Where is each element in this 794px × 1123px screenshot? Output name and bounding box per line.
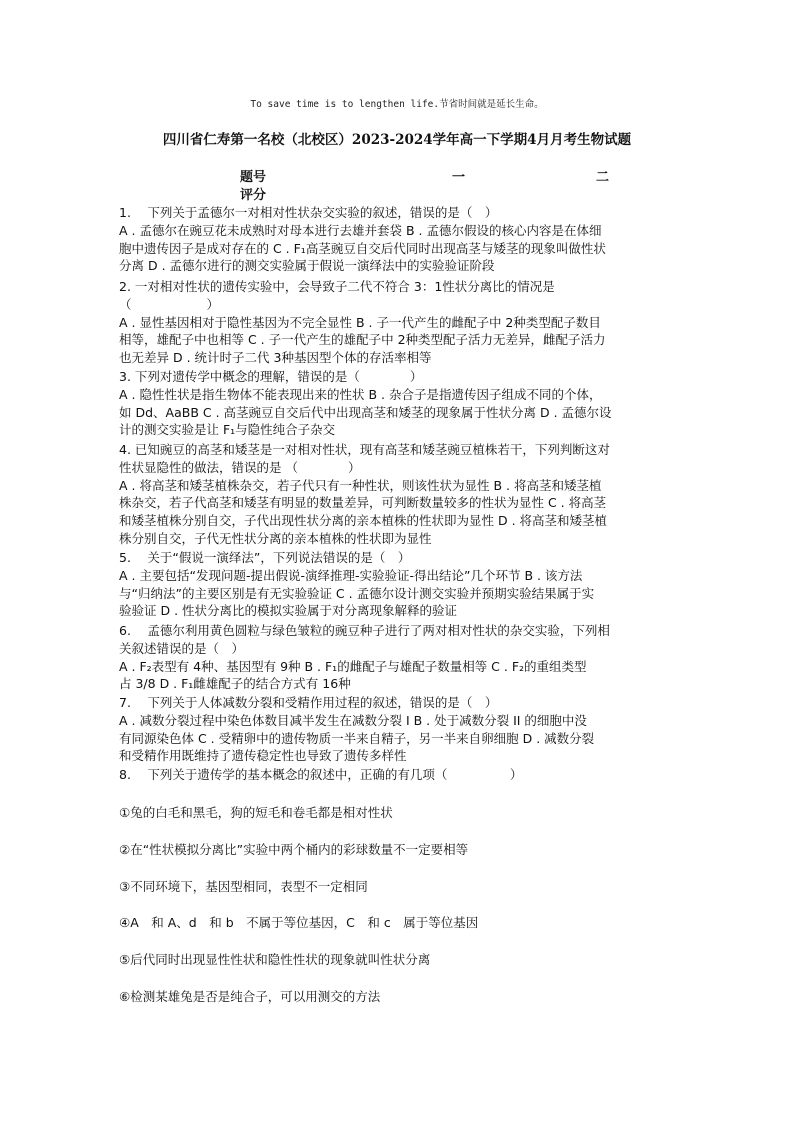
question-line: 也无差异 D . 统计时子二代 3种基因型个体的存活率相等 — [119, 350, 432, 366]
page-title: 四川省仁寿第一名校（北校区）2023-2024学年高一下学期4月月考生物试题 — [162, 132, 632, 148]
question-line: A . 将高茎和矮茎植株杂交，若子代只有一种性状，则该性状为显性 B . 将高茎和矮茎植 — [119, 477, 602, 493]
question-8 — [119, 766, 679, 784]
question-line: 株杂交，若子代高茎和矮茎有明显的数量差异，可判断数量较多的性状为显性 C . 将高茎 — [119, 495, 607, 511]
score-table-score-label: 评分 — [240, 188, 267, 203]
question-line: 2. 一对相对性状的遗传实验中，会导致子二代不符合 3：1性状分离比的情况是 — [119, 279, 555, 294]
question-line: 8. 下列关于遗传学的基本概念的叙述中，正确的有几项（ ） — [119, 767, 523, 782]
question-line: A . 减数分裂过程中染色体数目减半发生在减数分裂 I B . 处于减数分裂 II 的细胞中没 — [119, 712, 587, 728]
question-line: 6. 孟德尔利用黄色圆粒与绿色皱粒的豌豆种子进行了两对相对性状的杂交实验，下列相 — [119, 623, 610, 638]
question-6 — [119, 622, 679, 693]
question-3 — [119, 368, 679, 439]
statement-item: ①兔的白毛和黑毛，狗的短毛和卷毛都是相对性状 — [119, 805, 393, 820]
statement-item: ②在“性状模拟分离比”实验中两个桶内的彩球数量不一定要相等 — [119, 841, 469, 857]
question-line: 与“归纳法”的主要区别是有无实验验证 C . 孟德尔设计测交实验并预期实验结果属于实 — [119, 585, 595, 601]
score-table-header-row — [240, 166, 640, 184]
question-line: 有同源染色体 C . 受精卵中的遗传物质一半来自精子，另一半来自卵细胞 D . 减数分裂 — [119, 730, 595, 746]
question-line: 和矮茎植株分别自交，子代出现性状分离的亲本植株的性状即为显性 D . 将高茎和矮茎植 — [119, 513, 608, 529]
question-line: A . 显性基因相对于隐性基因为不完全显性 B . 子一代产生的雌配子中 2种类型配子数目 — [119, 314, 601, 330]
question-line: 7. 下列关于人体减数分裂和受精作用过程的叙述，错误的是（ ） — [119, 695, 498, 710]
score-table-score-row — [240, 184, 640, 202]
question-line: 3. 下列对遗传学中概念的理解，错误的是（ ） — [119, 369, 423, 384]
question-line: 1. 下列关于孟德尔一对相对性状杂交实验的叙述，错误的是（ ） — [119, 205, 498, 220]
question-line: （ ） — [119, 296, 220, 312]
statement-item: ④A 和 A、d 和 b 不属于等位基因，C 和 c 属于等位基因 — [119, 915, 479, 931]
question-1 — [119, 204, 679, 275]
statement-item: ⑤后代同时出现显性性状和隐性性状的现象就叫性状分离 — [119, 952, 431, 968]
score-table-header-label: 题号 — [240, 170, 267, 185]
question-5 — [119, 549, 679, 620]
question-line: A . 孟德尔在豌豆花未成熟时对母本进行去雄并套袋 B . 孟德尔假设的核心内容是在体细 — [119, 222, 602, 238]
question-line: 如 Dd、AaBB C . 高茎豌豆自交后代中出现高茎和矮茎的现象属于性状分离 D . 孟德尔设 — [119, 404, 612, 420]
question-line: 株分别自交，子代无性状分离的亲本植株的性状即为显性 — [119, 530, 432, 546]
question-line: A . 主要包括“发现问题-提出假说-演绎推理-实验验证-得出结论”几个环节 B . 该方法 — [119, 567, 583, 583]
question-line: 关叙述错误的是（ ） — [119, 640, 245, 656]
question-line: 分离 D . 孟德尔进行的测交实验属于假说一演绎法中的实验验证阶段 — [119, 258, 495, 274]
question-line: 性状显隐性的做法，错误的是 （ ） — [119, 459, 361, 475]
question-line: 验验证 D . 性状分离比的模拟实验属于对分离现象解释的验证 — [119, 603, 458, 619]
score-table — [240, 166, 640, 202]
question-7 — [119, 694, 679, 765]
question-line: A . 隐性性状是指生物体不能表现出来的性状 B . 杂合子是指遗传因子组成不同的个体， — [119, 386, 602, 402]
question-line: 占 3/8 D . F₁雌雄配子的结合方式有 16种 — [119, 676, 351, 692]
question-line: 和受精作用既维持了遗传稳定性也导致了遗传多样性 — [119, 748, 407, 764]
question-4 — [119, 441, 679, 548]
score-table-col1: 一 — [452, 170, 466, 185]
motto-header: To save time is to lengthen life.节省时间就是延长生命。 — [250, 99, 544, 110]
question-line: 4. 已知豌豆的高茎和矮茎是一对相对性状，现有高茎和矮茎豌豆植株若干，下列判断这对 — [119, 442, 610, 457]
statement-item: ⑥检测某雄兔是否是纯合子，可以用测交的方法 — [119, 988, 381, 1004]
statement-item: ③不同环境下，基因型相同，表型不一定相同 — [119, 878, 368, 894]
question-2 — [119, 278, 679, 367]
statement-list — [119, 804, 679, 1025]
question-line: 5. 关于“假说一演绎法”，下列说法错误的是（ ） — [119, 550, 411, 565]
question-line: 胞中遗传因子是成对存在的 C . F₁高茎豌豆自交后代同时出现高茎与矮茎的现象叫做性状 — [119, 240, 606, 256]
question-line: A . F₂表型有 4种、基因型有 9种 B . F₁的雌配子与雄配子数量相等 C . F₂的重组类型 — [119, 658, 587, 674]
question-line: 相等，雄配子中也相等 C . 子一代产生的雄配子中 2种类型配子活力无差异，雌配子活力 — [119, 332, 606, 348]
score-table-col2: 二 — [596, 170, 610, 185]
question-line: 计的测交实验是让 F₁与隐性纯合子杂交 — [119, 422, 336, 438]
